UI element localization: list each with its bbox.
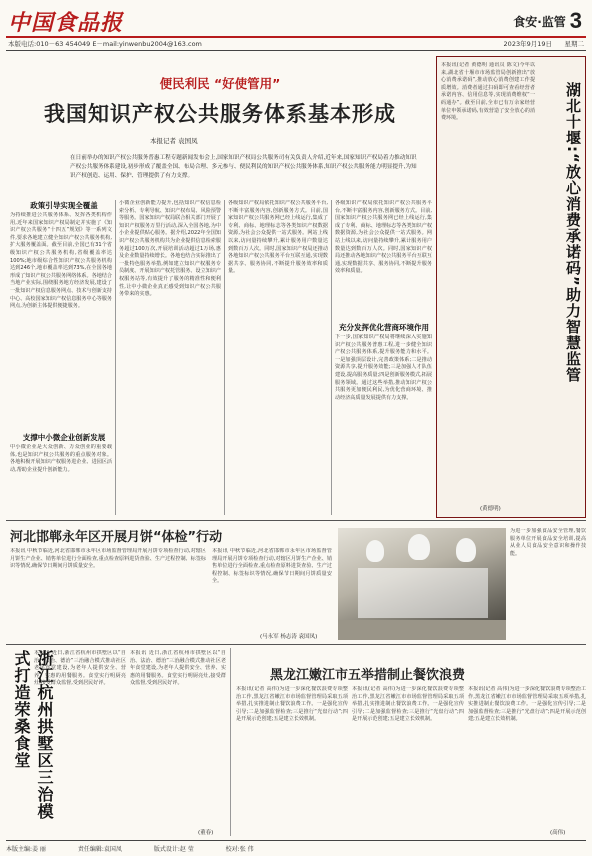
page-footer [6,840,586,853]
sidebar-byline: (黄德明) [480,506,501,512]
story4-headline: 黑龙江嫩江市五举措制止餐饮浪费 [270,668,466,683]
chef-hat-shape [456,538,476,562]
column-divider [224,200,225,515]
section-header [513,8,582,34]
contact-info: 本版电话:010－63 454049 E－mail:yinwenbu2004@163.com [8,40,202,48]
sidebar-text: 本报讯(记者 黄德明 通讯员 陈文)今年以来,湖北省十堰市市场监管局创新推出“放心消费承诺码”,推动放心消费创建工作提质增效。消费者通过扫码即可查看经营者承诺内容、信用信息等,实现消费维权“一码通办”。截至目前,全市已有万余家经营单位申领承诺码,有效营造了安全放心的消费环境。 [441,62,535,122]
main-headline: 我国知识产权公共服务体系基本形成 [44,102,396,126]
footer-proofreader: 校对:张 伟 [225,846,254,853]
story2-byline: (马永军 杨志涛 袁国凤) [260,634,318,640]
story4-text-c: 本报讯(记者 高伟)为进一步深化餐饮浪费专项整治工作,黑龙江省嫩江市市场监督管理局采取五项举措,扎实推进制止餐饮浪费工作。一是强化宣传引导;二是加强监督检查;三是推行“光盘行动”;四是开展示范创建;五是建立长效机制。 [468,686,586,723]
main-byline: 本报记者 袁国凤 [150,137,198,145]
story3-byline: (董春) [198,830,214,836]
story4-text: 本报讯(记者 高伟)为进一步深化餐饮浪费专项整治工作,黑龙江省嫩江市市场监督管理局采取五项举措,扎实推进制止餐饮浪费工作。一是强化宣传引导;二是加强监督检查;三是推行“光盘行动”;四是开展示范创建;五是建立长效机制。 [236,686,348,723]
section-divider [6,520,586,521]
counter-shape [338,620,506,640]
main-lead: 在日前举办的知识产权公共服务普惠工程专题新闻发布会上,国家知识产权局公共服务司有关负责人介绍,近年来,国家知识产权局着力推动知识产权公共服务体系建设,初步形成了覆盖全国、布局合理、多元参与、便民利民的知识产权公共服务体系,知识产权公共服务能力明显提升,为知识产权创造、运用、保护、管理提供了有力支撑。 [70,155,417,179]
story3-text-b: 本报讯 近日,浙江省杭州市拱墅区以“自治、法治、德治”三治融合模式推动社区老年食堂建设,为老年人提供安全、营养、实惠的用餐服务。食堂实行明厨亮灶,接受群众监督,受到居民好评。 [130,650,226,687]
masthead-logo: 中国食品报 [8,10,124,36]
story4-byline: (高伟) [550,830,566,836]
main-subhead-2: 支撑中小微企业创新发展 [22,433,106,442]
story3-headline: 浙江杭州拱墅区三治模式打造荣桑食堂 [12,650,54,820]
header-rule-thin [6,50,586,51]
main-column-1b: 中小微企业是大众创新、万众创业的重要载体,也是知识产权公共服务的重点服务对象。各地积极开展知识产权服务进企业、进园区活动,帮助企业提升创新能力。 [10,444,112,473]
kitchen-photo [338,528,506,640]
main-column-2: 小微企业创新能力提升,包括知识产权信息检索分析、专利导航、知识产权布局、风险预警等服务。国家知识产权局联合相关部门开展了知识产权服务万里行活动,深入全国各地,为中小企业提供贴心服务。据介绍,2022年全国知识产权公共服务机构共为企业提供信息检索服务超过100万次,开展培训活动超过1万场,惠及企业数量持续增长。各地也结合实际推出了一批特色服务举措,例如建立知识产权服务专员制度、开展知识产权托管服务、设立知识产权服务站等,有效提升了服务的精准性和便利性,让中小微企业真正感受到知识产权公共服务带来的实惠。 [119,200,221,298]
main-column-4a: 各级知识产权局依托知识产权公共服务平台,不断丰富服务内容,创新服务方式。目前,国家知识产权公共服务网已经上线运行,集成了专利、商标、地理标志等各类知识产权数据资源,为社会公众提供一站式服务。网站上线以来,访问量持续攀升,累计服务用户数量达到数百万人次。同时,国家知识产权局还推动各地知识产权公共服务平台互联互通,实现数据共享、服务协同,不断提升服务效率和质量。 [335,200,432,275]
footer-editor: 本版主编:姜 丽 [6,846,46,853]
column-divider [331,200,332,515]
page-number: 3 [569,8,582,33]
main-kicker: 便民利民 “好使管用” [159,76,281,91]
section-name: 食安·监管 [513,14,566,29]
main-subhead-1: 政策引导实现全覆盖 [30,201,98,210]
sidebar-headline: 湖北十堰:“放心消费承诺码”助力智慧监管 [564,82,582,383]
chef-hat-shape [408,534,430,560]
footer-designer: 版式设计:赵 莹 [153,846,194,853]
chef-coats-shape [358,568,488,618]
chef-hat-shape [366,540,384,562]
footer-duty-editor: 责任编辑:袁国凤 [77,846,122,853]
story2-text-b: 本报讯 中秋节临近,河北省邯郸市永年区市场监督管理局开展月饼专项检查行动,对辖区月饼生产企业、销售单位进行全面检查,重点检查原料进货查验、生产过程控制、标签标识等情况,确保节日期间月饼质量安全。 [212,548,332,585]
story2-text: 本报讯 中秋节临近,河北省邯郸市永年区市场监督管理局开展月饼专项检查行动,对辖区月饼生产企业、销售单位进行全面检查,重点检查原料进货查验、生产过程控制、标签标识等情况,确保节日期间月饼质量安全。 [10,548,206,570]
main-column-3: 各级知识产权局依托知识产权公共服务平台,不断丰富服务内容,创新服务方式。目前,国家知识产权公共服务网已经上线运行,集成了专利、商标、地理标志等各类知识产权数据资源,为社会公众提供一站式服务。网站上线以来,访问量持续攀升,累计服务用户数量达到数百万人次。同时,国家知识产权局还推动各地知识产权公共服务平台互联互通,实现数据共享、服务协同,不断提升服务效率和质量。 [228,200,328,275]
issue-weekday: 星期二 [564,40,584,48]
main-column-1: 为持续推进公共服务体系、发挥各类机构作用,近年来国家知识产权局制定并实施了《知识产权公共服务“十四五”规划》等一系列文件,要求各地建立健全知识产权公共服务机构,扩大服务覆盖面。截至目前,全国已有31个省级知识产权公共服务机构,省级覆盖率达100%;地市级综合性知识产权公共服务机构达到246个,地市覆盖率达到73%,在全国各地形成了知识产权公共服务网络体系。各地结合当地产业实际,围绕服务地方经济发展,建设了一批知识产权信息服务网点、技术与创新支持中心、高校国家知识产权信息服务中心等服务网点,为创新主体提供便捷服务。 [10,212,112,310]
story2-headline: 河北邯郸永年区开展月饼“体检”行动 [10,530,223,545]
section-divider [6,644,586,645]
header-rule [6,36,586,38]
issue-date: 2023年9月19日 [503,40,552,48]
photo-caption: 为进一步加强食品安全管理,餐饮服务单位开展食品安全培训,提高从业人员食品安全意识和操作技能。 [510,528,586,557]
column-divider [115,200,116,515]
main-column-4: 下一步,国家知识产权局将继续深入实施知识产权公共服务普惠工程,进一步健全知识产权公共服务体系,提升服务能力和水平。一是加强顶层设计,完善政策体系;二是推动资源共享,提升服务效能;三是加强人才队伍建设,提高服务质量;四是创新服务模式,拓展服务领域。通过这些举措,推动知识产权公共服务更加便民利民,为优化营商环境、推动经济高质量发展提供有力支撑。 [335,334,432,401]
main-subhead-3: 充分发挥优化营商环境作用 [339,323,429,332]
story4-text-b: 本报讯(记者 高伟)为进一步深化餐饮浪费专项整治工作,黑龙江省嫩江市市场监督管理局采取五项举措,扎实推进制止餐饮浪费工作。一是强化宣传引导;二是加强监督检查;三是推行“光盘行动”;四是开展示范创建;五是建立长效机制。 [352,686,464,723]
column-divider [230,648,231,836]
story3-text: 本报讯 近日,浙江省杭州市拱墅区以“自治、法治、德治”三治融合模式推动社区老年食堂建设,为老年人提供安全、营养、实惠的用餐服务。食堂实行明厨亮灶,接受群众监督,受到居民好评。 [34,650,126,687]
